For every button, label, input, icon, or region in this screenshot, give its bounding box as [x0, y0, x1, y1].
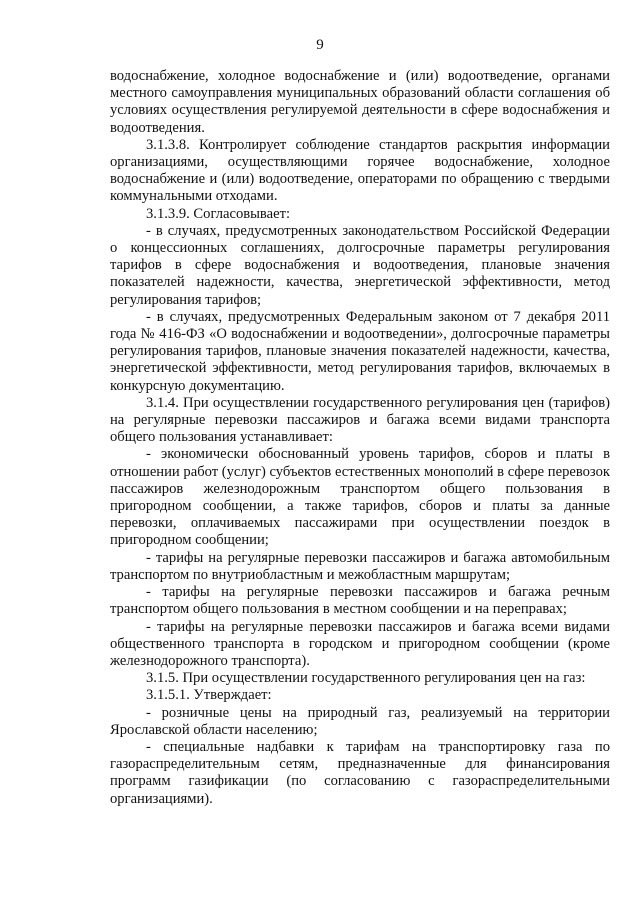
list-item-public-transport-tariffs: - тарифы на регулярные перевозки пассажиров и багажа всеми видами общественного транспорта в городском и пригородном сообщении (кроме железнодорожного транспорта). [110, 618, 610, 669]
page-number: 9 [316, 37, 324, 53]
list-item-river-tariffs: - тарифы на регулярные перевозки пассажиров и багажа речным транспортом общего пользования в местном сообщении и на переправах; [110, 584, 610, 618]
document-body [110, 68, 610, 808]
paragraph-3-1-4: 3.1.4. При осуществлении государственного регулирования цен (тарифов) на регулярные перевозки пассажиров и багажа всеми видами транспорта общего пользования устанавливает: [110, 394, 610, 446]
list-item-gas-retail-prices: - розничные цены на природный газ, реализуемый на территории Ярославской области населению; [110, 704, 610, 738]
list-item-concession-parameters: - в случаях, предусмотренных законодательством Российской Федерации о концессионных соглашениях, долгосрочные параметры регулирования тарифов в сфере водоснабжения и водоотведения, плановые значения показателей надежности, качества, энергетической эффективности, метод регулирования тарифов; [110, 222, 610, 308]
paragraph-3-1-3-9: 3.1.3.9. Согласовывает: [146, 205, 291, 222]
paragraph-3-1-5: 3.1.5. При осуществлении государственного регулирования цен на газ: [146, 670, 586, 687]
list-item-federal-law-parameters: - в случаях, предусмотренных Федеральным законом от 7 декабря 2011 года № 416-ФЗ «О водоснабжении и водоотведении», долгосрочные параметры регулирования тарифов, плановые значения показателей надежности, качества, энергетической эффективности, метод регулирования тарифов, включаемых в конкурсную документацию. [110, 308, 610, 394]
paragraph-3-1-5-1: 3.1.5.1. Утверждает: [146, 687, 272, 704]
list-item-gas-surcharges: - специальные надбавки к тарифам на транспортировку газа по газораспределительным сетям, предназначенные для финансирования программ газификации (по согласованию с газораспределительными организациями). [110, 738, 610, 807]
paragraph-water-continuation: водоснабжение, холодное водоснабжение и (или) водоотведение, органами местного самоуправления муниципальных образований области соглашения об условиях осуществления регулируемой деятельности в сфере водоснабжения и водоотведения. [110, 68, 610, 136]
list-item-automobile-tariffs: - тарифы на регулярные перевозки пассажиров и багажа автомобильным транспортом по внутриобластным и межобластным маршрутам; [110, 549, 610, 583]
paragraph-3-1-3-8: 3.1.3.8. Контролирует соблюдение стандартов раскрытия информации организациями, осуществляющими горячее водоснабжение, холодное водоснабжение и (или) водоотведение, операторами по обращению с твердыми коммунальными отходами. [110, 136, 610, 205]
list-item-railway-tariffs: - экономически обоснованный уровень тарифов, сборов и платы в отношении работ (услуг) субъектов естественных монополий в сфере перевозок пассажиров железнодорожным транспортом общего пользования в пригородном сообщении, а также тарифов, сборов и платы за данные перевозки, оплачиваемых пассажирами при осуществлении поездок в пригородном сообщении; [110, 446, 610, 549]
